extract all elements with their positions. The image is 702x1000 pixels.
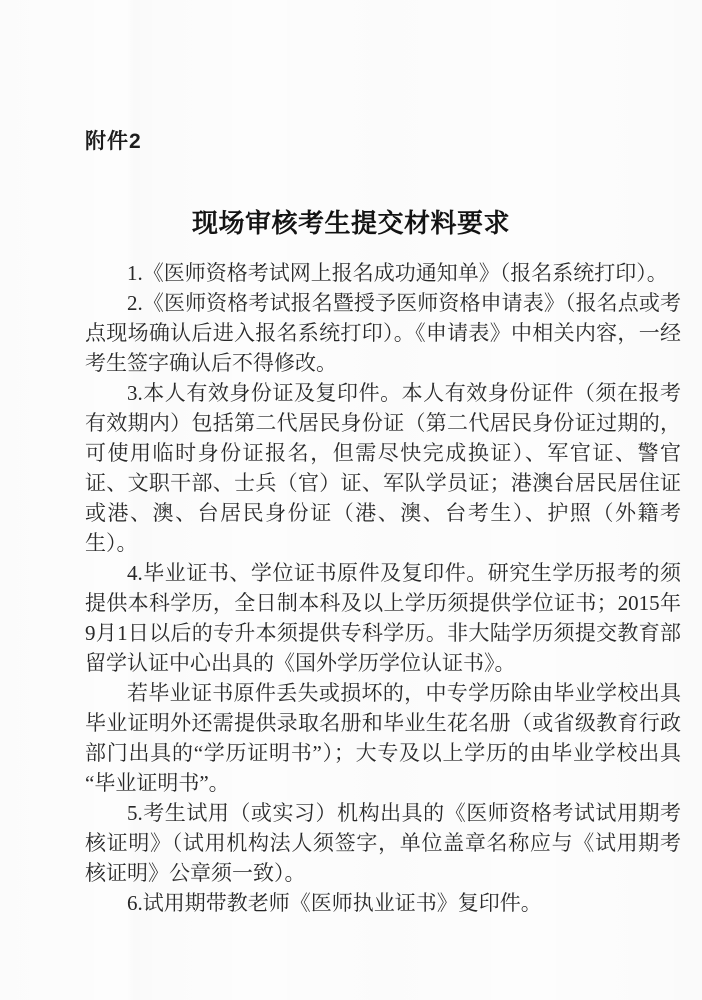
paragraph-3: 3.本人有效身份证及复印件。本人有效身份证件（须在报考有效期内）包括第二代居民身份证（第二代居民身份证过期的，可使用临时身份证报名，但需尽快完成换证）、军官证、警官证、文职干部、士兵（官）证、军队学员证；港澳台居民居住证或港、澳、台居民身份证（港、澳、台考生）、护照（外籍考生）。 bbox=[85, 381, 681, 555]
paragraph-2: 2.《医师资格考试报名暨授予医师资格申请表》（报名点或考点现场确认后进入报名系统打印）。《申请表》中相关内容，一经考生签字确认后不得修改。 bbox=[85, 291, 681, 375]
attachment-label: 附件2 bbox=[85, 130, 142, 153]
paragraph-4: 4.毕业证书、学位证书原件及复印件。研究生学历报考的须提供本科学历，全日制本科及以上学历须提供学位证书；2015年9月1日以后的专升本须提供专科学历。非大陆学历须提交教育部留学认证中心出具的《国外学历学位认证书》。 bbox=[85, 561, 681, 675]
paragraph-6: 5.考生试用（或实习）机构出具的《医师资格考试试用期考核证明》（试用机构法人须签字，单位盖章名称应与《试用期考核证明》公章须一致）。 bbox=[85, 801, 681, 885]
paragraph-7: 6.试用期带教老师《医师执业证书》复印件。 bbox=[127, 891, 542, 915]
paragraph-5: 若毕业证书原件丢失或损坏的，中专学历除由毕业学校出具毕业证明外还需提供录取名册和毕业生花名册（或省级教育行政部门出具的“学历证明书”）；大专及以上学历的由毕业学校出具“毕业证明书”。 bbox=[85, 681, 681, 795]
document-body bbox=[85, 258, 681, 918]
paragraph-1: 1.《医师资格考试网上报名成功通知单》（报名系统打印）。 bbox=[127, 261, 668, 285]
document-title: 现场审核考生提交材料要求 bbox=[191, 209, 510, 239]
